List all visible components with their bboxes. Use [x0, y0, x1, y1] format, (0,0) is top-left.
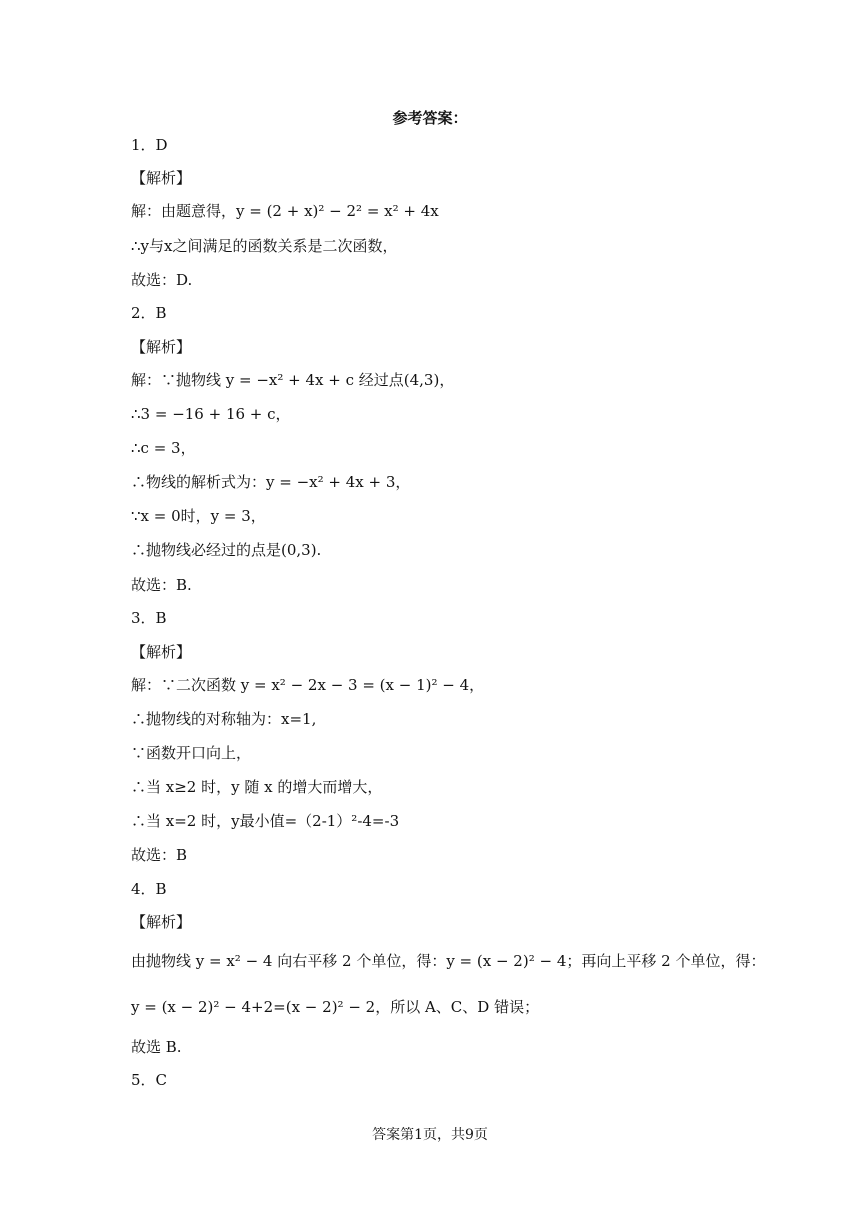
solution-line: ∴当 x≥2 时，y 随 x 的增大而增大， [131, 778, 383, 796]
solution-line: ∴3 = −16 + 16 + c， [131, 405, 291, 423]
answer-number-3: 3．B [131, 609, 167, 627]
answer-number-4: 4．B [131, 880, 167, 898]
analysis-heading: 【解析】 [131, 338, 192, 356]
answer-number-1: 1．D [131, 136, 168, 154]
solution-line: ∴物线的解析式为：y = −x² + 4x + 3， [131, 473, 411, 491]
solution-line: ∴当 x=2 时，y最小值=（2-1）²-4=-3 [131, 812, 400, 830]
answer-choice: 故选：B. [131, 576, 192, 594]
solution-line: ∴c = 3， [131, 439, 196, 457]
solution-line: ∵函数开口向上， [131, 744, 252, 762]
solution-line: 解：∵二次函数 y = x² − 2x − 3 = (x − 1)² − 4， [131, 676, 485, 694]
solution-line: ∵x = 0时，y = 3， [131, 507, 266, 525]
solution-line: 解：∵抛物线 y = −x² + 4x + c 经过点(4,3)， [131, 371, 455, 389]
page-title: 参考答案： [392, 109, 468, 127]
page-footer: 答案第1页，共9页 [372, 1127, 488, 1143]
answer-choice: 故选：D. [131, 271, 193, 289]
solution-line: ∴抛物线的对称轴为：x=1, [131, 710, 317, 728]
solution-line: 由抛物线 y = x² − 4 向右平移 2 个单位，得：y = (x − 2)² − 4；再向上平移 2 个单位，得： [131, 952, 766, 970]
analysis-heading: 【解析】 [131, 169, 192, 187]
answer-choice: 故选：B [131, 846, 188, 864]
analysis-heading: 【解析】 [131, 643, 192, 661]
answer-number-2: 2．B [131, 304, 167, 322]
answer-choice: 故选 B. [131, 1038, 182, 1056]
solution-line: y = (x − 2)² − 4+2=(x − 2)² − 2，所以 A、C、D 错误； [131, 998, 540, 1016]
answer-number-5: 5．C [131, 1071, 168, 1089]
solution-line: ∴y与x之间满足的函数关系是二次函数， [131, 237, 398, 255]
solution-line: 解：由题意得，y = (2 + x)² − 2² = x² + 4x [131, 202, 439, 220]
solution-line: ∴抛物线必经过的点是(0,3). [131, 541, 322, 559]
analysis-heading: 【解析】 [131, 913, 192, 931]
